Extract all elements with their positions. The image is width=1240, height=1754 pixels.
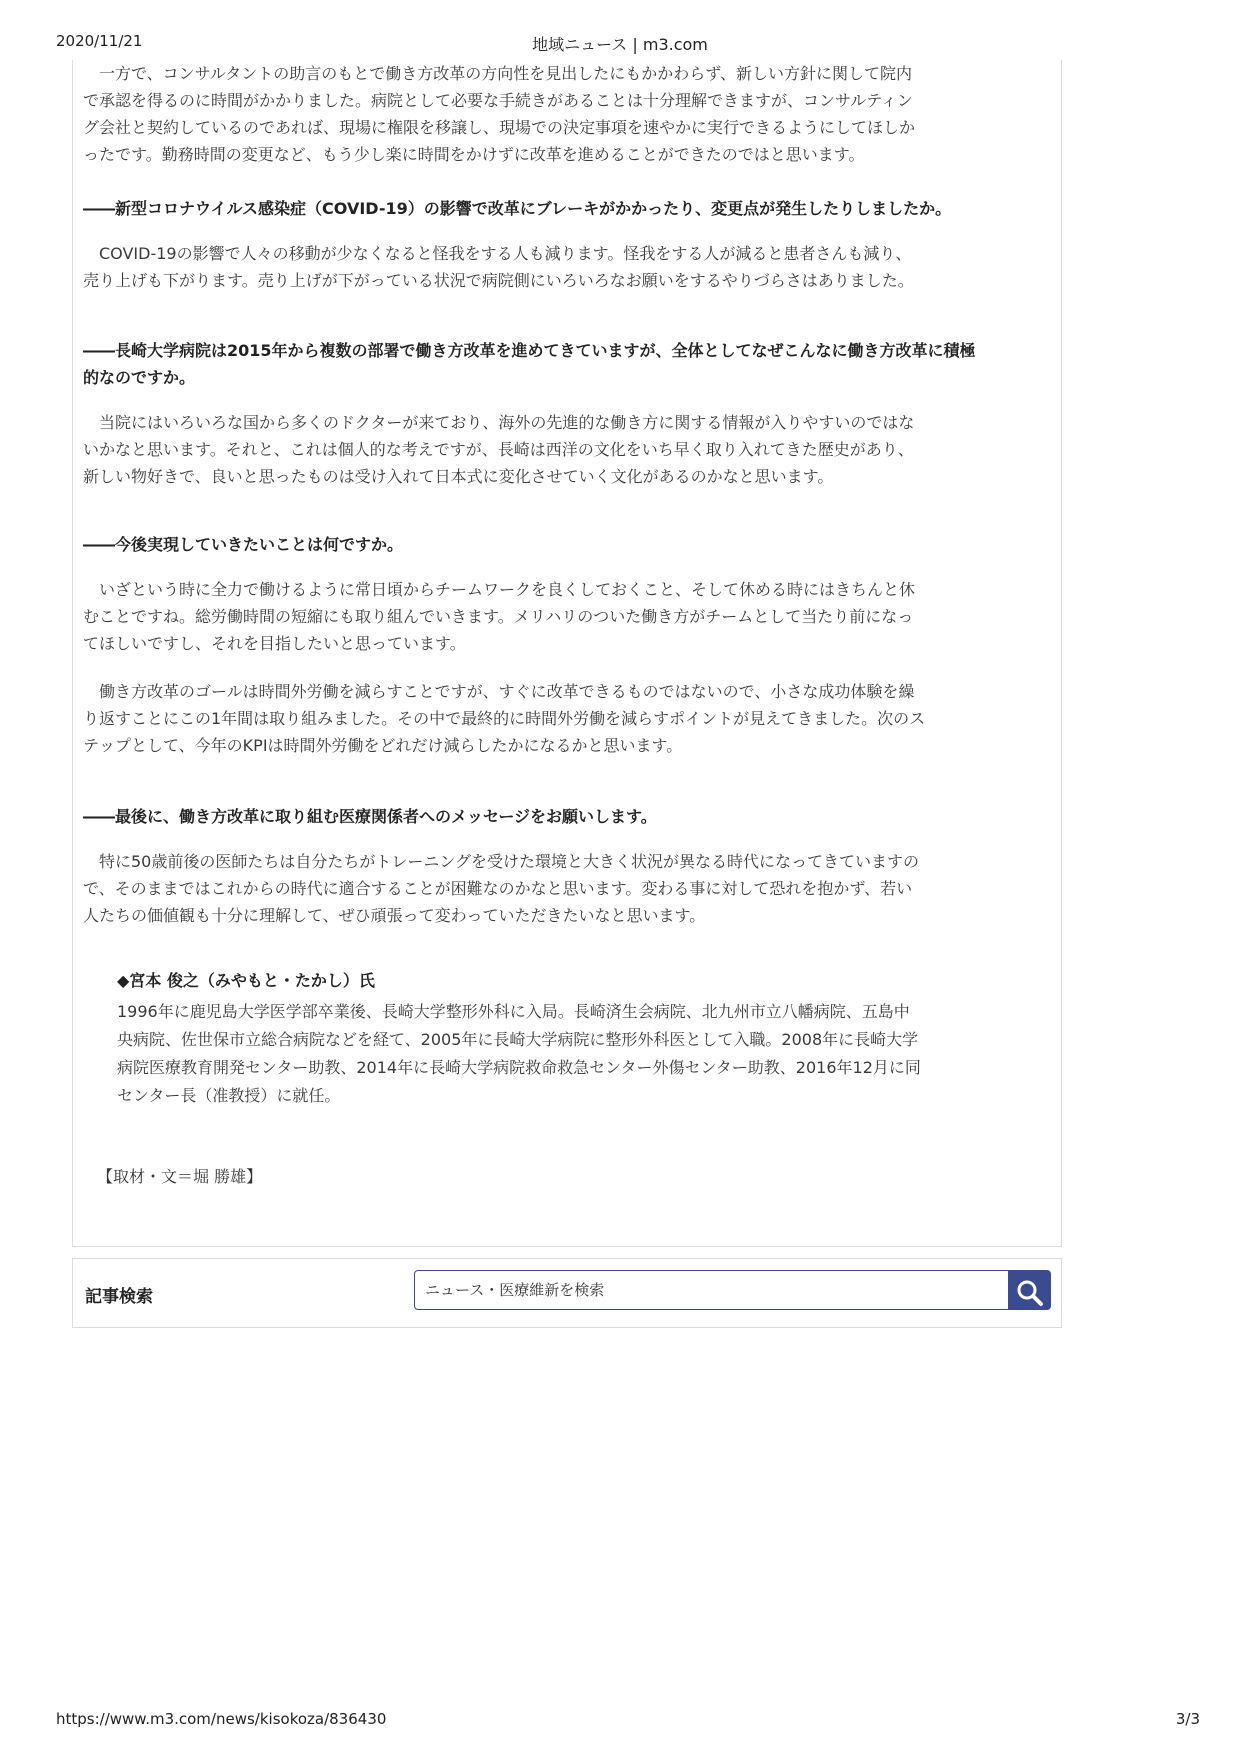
article-paragraph: [83, 576, 915, 657]
paragraph-line: COVID-19の影響で人々の移動が少なくなると怪我をする人も減ります。怪我をする人が減ると患者さんも減り、: [83, 244, 912, 263]
paragraph-line: てほしいですし、それを目指したいと思っています。: [83, 634, 466, 653]
question-line: 的なのですか。: [83, 368, 196, 387]
profile-bio-line: 病院医療教育開発センター助教、2014年に長崎大学病院救命救急センター外傷センター助教、2016年12月に同: [117, 1058, 921, 1077]
article-body: [72, 60, 1062, 1247]
question-line: ――今後実現していきたいことは何ですか。: [83, 535, 404, 554]
profile-name: ◆宮本 俊之（みやもと・たかし）氏: [117, 971, 375, 990]
article-credit: 【取材・文＝堀 勝雄】: [97, 1167, 263, 1186]
paragraph-line: り返すことにこの1年間は取り組みました。その中で最終的に時間外労働を減らすポイントが見えてきました。次のス: [83, 709, 926, 728]
paragraph-line: 一方で、コンサルタントの助言のもとで働き方改革の方向性を見出したにもかかわらず、新しい方針に関して院内: [83, 64, 912, 83]
search-label: 記事検索: [85, 1287, 153, 1307]
paragraph-line: いかなと思います。それと、これは個人的な考えですが、長崎は西洋の文化をいち早く取り入れてきた歴史があり、: [83, 440, 914, 459]
interview-question: [83, 531, 403, 558]
article-paragraph: [83, 848, 919, 929]
paragraph-line: 当院にはいろいろな国から多くのドクターが来ており、海外の先進的な働き方に関する情報が入りやすいのではな: [83, 413, 915, 432]
article-paragraph: [83, 678, 925, 759]
question-line: ――最後に、働き方改革に取り組む医療関係者へのメッセージをお願いします。: [83, 807, 657, 826]
question-line: ――新型コロナウイルス感染症（COVID-19）の影響で改革にブレーキがかかったり、変更点が発生したりしましたか。: [83, 199, 952, 218]
search-input[interactable]: [414, 1270, 1009, 1310]
profile-bio-line: 1996年に鹿児島大学医学部卒業後、長崎大学整形外科に入局。長崎済生会病院、北九州市立八幡病院、五島中: [117, 1002, 910, 1021]
paragraph-line: 人たちの価値観も十分に理解して、ぜひ頑張って変わっていただきたいなと思います。: [83, 906, 706, 925]
paragraph-line: 特に50歳前後の医師たちは自分たちがトレーニングを受けた環境と大きく状況が異なる時代になってきていますの: [83, 852, 920, 871]
search-icon: [1016, 1279, 1044, 1307]
paragraph-line: ったです。勤務時間の変更など、もう少し楽に時間をかけずに改革を進めることができたのではと思います。: [83, 145, 865, 164]
article-paragraph: [83, 409, 914, 490]
print-page-number: 3/3: [1175, 1710, 1200, 1728]
paragraph-line: 新しい物好きで、良いと思ったものは受け入れて日本式に変化させていく文化があるのかなと思います。: [83, 467, 834, 486]
print-page-title: 地域ニュース | m3.com: [532, 35, 708, 54]
search-button[interactable]: [1008, 1270, 1051, 1310]
article-search-panel: [72, 1258, 1062, 1328]
paragraph-line: いざという時に全力で働けるように常日頃からチームワークを良くしておくこと、そして休める時にはきちんと休: [83, 580, 916, 599]
print-date: 2020/11/21: [56, 32, 143, 50]
paragraph-line: テップとして、今年のKPIは時間外労働をどれだけ減らしたかになるかと思います。: [83, 736, 683, 755]
paragraph-line: で承認を得るのに時間がかかりました。病院として必要な手続きがあることは十分理解できますが、コンサルティン: [83, 91, 913, 110]
profile-bio-line: 央病院、佐世保市立総合病院などを経て、2005年に長崎大学病院に整形外科医として入職。2008年に長崎大学: [117, 1030, 919, 1049]
paragraph-line: むことですね。総労働時間の短縮にも取り組んでいきます。メリハリのついた働き方がチームとして当たり前になっ: [83, 607, 914, 626]
question-line: ――長崎大学病院は2015年から複数の部署で働き方改革を進めてきていますが、全体としてなぜこんなに働き方改革に積極: [83, 341, 976, 360]
interview-question: [83, 337, 976, 391]
paragraph-line: グ会社と契約しているのであれば、現場に権限を移譲し、現場での決定事項を速やかに実行できるようにしてほしか: [83, 118, 916, 137]
print-url: https://www.m3.com/news/kisokoza/836430: [56, 1710, 387, 1728]
article-paragraph: [83, 240, 914, 294]
paragraph-line: 売り上げも下がります。売り上げが下がっている状況で病院側にいろいろなお願いをするやりづらさはありました。: [83, 271, 914, 290]
paragraph-line: 働き方改革のゴールは時間外労働を減らすことですが、すぐに改革できるものではないので、小さな成功体験を繰: [83, 682, 915, 701]
profile-bio-line: センター長（准教授）に就任。: [117, 1086, 341, 1105]
interview-question: [83, 803, 657, 830]
author-profile: [117, 967, 1037, 1110]
paragraph-line: で、そのままではこれからの時代に適合することが困難なのかなと思います。変わる事に対して恐れを抱かず、若い: [83, 879, 913, 898]
article-paragraph: [83, 60, 915, 168]
interview-question: [83, 195, 951, 222]
